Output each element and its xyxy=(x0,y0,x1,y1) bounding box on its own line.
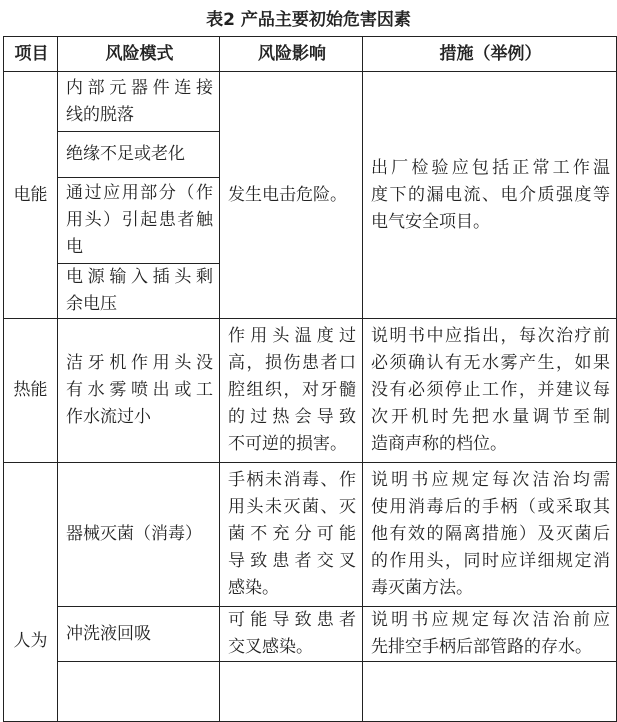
cell-line: 作用头温度过 xyxy=(228,326,356,346)
mode-cell xyxy=(58,264,220,319)
table-title: 表2 产品主要初始危害因素 xyxy=(206,10,411,30)
header-mode: 风险模式 xyxy=(58,37,220,72)
item-electric: 电能 xyxy=(4,72,58,319)
cell-line: 可能导致患者 xyxy=(228,610,356,630)
cell-line: 电 xyxy=(66,237,83,257)
cell-line: 说明书中应指出，每次治疗前 xyxy=(371,326,610,346)
effect-cell xyxy=(220,607,363,662)
cell-line: 出厂检验应包括正常工作温 xyxy=(371,157,610,178)
cell-line: 度下的漏电流、电介质强度等 xyxy=(371,184,610,205)
cell-line: 说明书应规定每次洁治均需 xyxy=(371,470,610,490)
header-item: 项目 xyxy=(4,37,58,72)
cell-line: 发生电击危险。 xyxy=(228,184,347,205)
cell-line: 造商声称的档位。 xyxy=(371,434,507,454)
cell-line: 有水雾喷出或工 xyxy=(66,380,213,400)
cell-line: 他有效的隔离措施）及灭菌后 xyxy=(371,524,610,544)
mode-cell xyxy=(58,319,220,463)
cell-line: 通过应用部分（作 xyxy=(66,183,213,203)
cell-line: 没有必须停止工作，并建议每 xyxy=(371,380,610,400)
cell-line: 的过热会导致 xyxy=(228,407,356,427)
cell-line: 手柄未消毒、作 xyxy=(228,470,356,490)
cell-line: 说明书应规定每次洁治前应 xyxy=(371,610,610,630)
cell-line: 器械灭菌（消毒） xyxy=(66,524,202,544)
cell-line: 内部元器件连接 xyxy=(66,77,213,98)
mode-cell xyxy=(58,132,220,178)
cell-line: 余电压 xyxy=(66,294,117,314)
effect-cell xyxy=(220,72,363,319)
cell-line: 绝缘不足或老化 xyxy=(66,144,185,164)
cell-line: 腔组织，对牙髓 xyxy=(228,380,356,400)
item-thermal: 热能 xyxy=(4,319,58,463)
cell-line: 用头未灭菌、灭 xyxy=(228,497,356,517)
mode-cell xyxy=(58,607,220,662)
cell-line: 高，损伤患者口 xyxy=(228,353,356,373)
cell-line: 洁牙机作用头没 xyxy=(66,353,213,373)
effect-cell xyxy=(220,463,363,607)
cell-line: 电源输入插头剩 xyxy=(66,267,213,287)
mode-cell xyxy=(58,178,220,264)
cell-line: 的作用头，同时应详细规定消 xyxy=(371,551,610,571)
cell-line: 电气安全项目。 xyxy=(371,211,490,232)
cell-line: 冲洗液回吸 xyxy=(66,623,151,644)
cell-line: 感染。 xyxy=(228,578,279,598)
mode-cell xyxy=(58,463,220,607)
effect-cell xyxy=(220,319,363,463)
cell-line: 线的脱落 xyxy=(66,104,134,125)
cell-line: 导致患者交叉 xyxy=(228,551,356,571)
cell-line: 必须确认有无水雾产生，如果 xyxy=(371,353,610,373)
header-effect: 风险影响 xyxy=(220,37,363,72)
measure-cell xyxy=(363,607,617,662)
header-row xyxy=(4,37,617,72)
cell-line: 不可逆的损害。 xyxy=(228,434,347,454)
cell-line: 用头）引起患者触 xyxy=(66,210,213,230)
cell-line: 交叉感染。 xyxy=(228,637,313,657)
cell-line: 作水流过小 xyxy=(66,407,151,427)
cell-line: 毒灭菌方法。 xyxy=(371,578,473,598)
cell-line: 先排空手柄后部管路的存水。 xyxy=(371,637,592,657)
header-measure: 措施（举例） xyxy=(363,37,617,72)
measure-cell xyxy=(363,463,617,607)
cell-line: 次开机时先把水量调节至制 xyxy=(371,407,610,427)
measure-cell xyxy=(363,319,617,463)
cell-line: 使用消毒后的手柄（或采取其 xyxy=(371,497,610,517)
item-human: 人为 xyxy=(4,463,58,722)
measure-cell xyxy=(363,72,617,319)
hazard-table xyxy=(3,36,617,722)
mode-cell xyxy=(58,72,220,132)
cell-line: 菌不充分可能 xyxy=(228,524,356,544)
